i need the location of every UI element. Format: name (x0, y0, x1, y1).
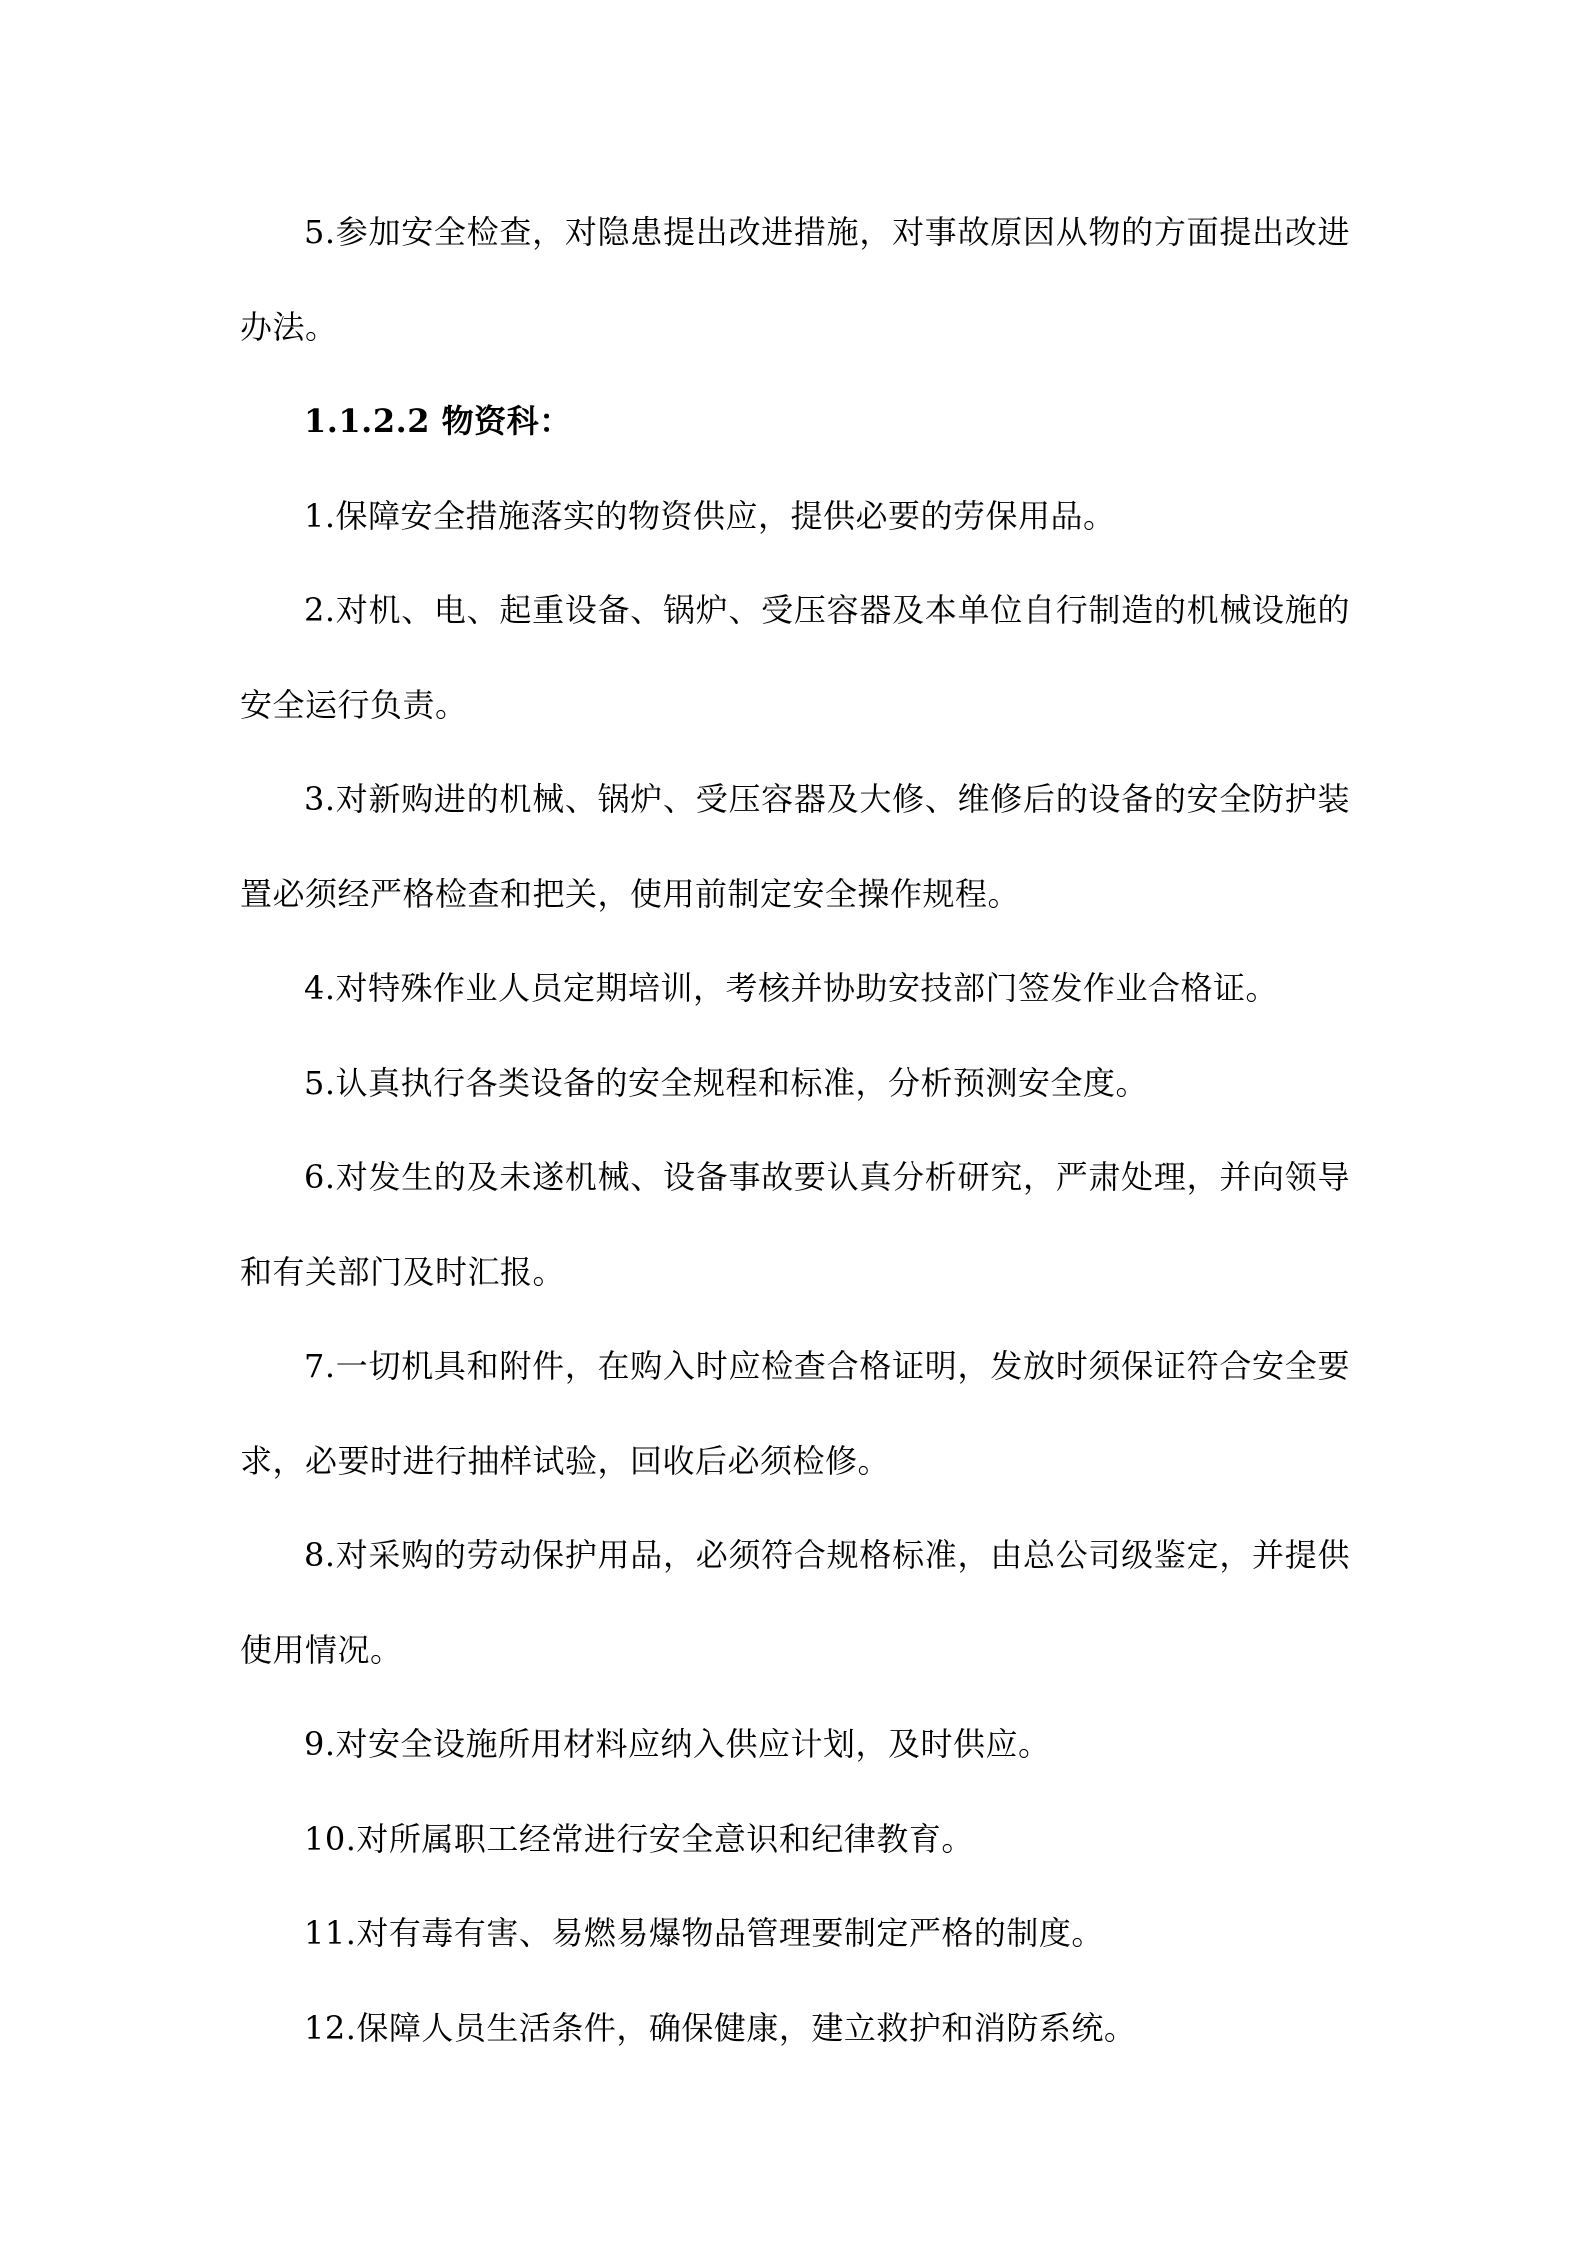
paragraph-item-5: 5.认真执行各类设备的安全规程和标准，分析预测安全度。 (304, 1063, 1149, 1102)
paragraph-item-11: 11.对有毒有害、易燃易爆物品管理要制定严格的制度。 (304, 1914, 1104, 1952)
paragraph-item-10: 10.对所属职工经常进行安全意识和纪律教育。 (304, 1819, 974, 1858)
section-heading-materials-dept: 1.1.2.2 物资科： (304, 402, 572, 440)
document-page (240, 185, 1350, 2075)
paragraph-item-8: 8.对采购的劳动保护用品，必须符合规格标准，由总公司级鉴定，并提供使用情况。 (240, 1536, 1350, 1669)
paragraph-item-3: 3.对新购进的机械、锅炉、受压容器及大修、维修后的设备的安全防护装置必须经严格检查和把关，使用前制定安全操作规程。 (240, 780, 1350, 913)
paragraph-item-7: 7.一切机具和附件，在购入时应检查合格证明，发放时须保证符合安全要求，必要时进行抽样试验，回收后必须检修。 (240, 1347, 1350, 1480)
paragraph-item-5-inspection: 5.参加安全检查，对隐患提出改进措施，对事故原因从物的方面提出改进办法。 (240, 213, 1350, 346)
paragraph-item-2: 2.对机、电、起重设备、锅炉、受压容器及本单位自行制造的机械设施的安全运行负责。 (240, 591, 1350, 724)
paragraph-item-6: 6.对发生的及未遂机械、设备事故要认真分析研究，严肃处理，并向领导和有关部门及时汇报。 (240, 1158, 1350, 1291)
paragraph-item-9: 9.对安全设施所用材料应纳入供应计划，及时供应。 (304, 1725, 1051, 1763)
paragraph-item-12: 12.保障人员生活条件，确保健康，建立救护和消防系统。 (304, 2008, 1137, 2047)
paragraph-item-1: 1.保障安全措施落实的物资供应，提供必要的劳保用品。 (304, 496, 1116, 535)
paragraph-item-4: 4.对特殊作业人员定期培训，考核并协助安技部门签发作业合格证。 (304, 969, 1279, 1007)
